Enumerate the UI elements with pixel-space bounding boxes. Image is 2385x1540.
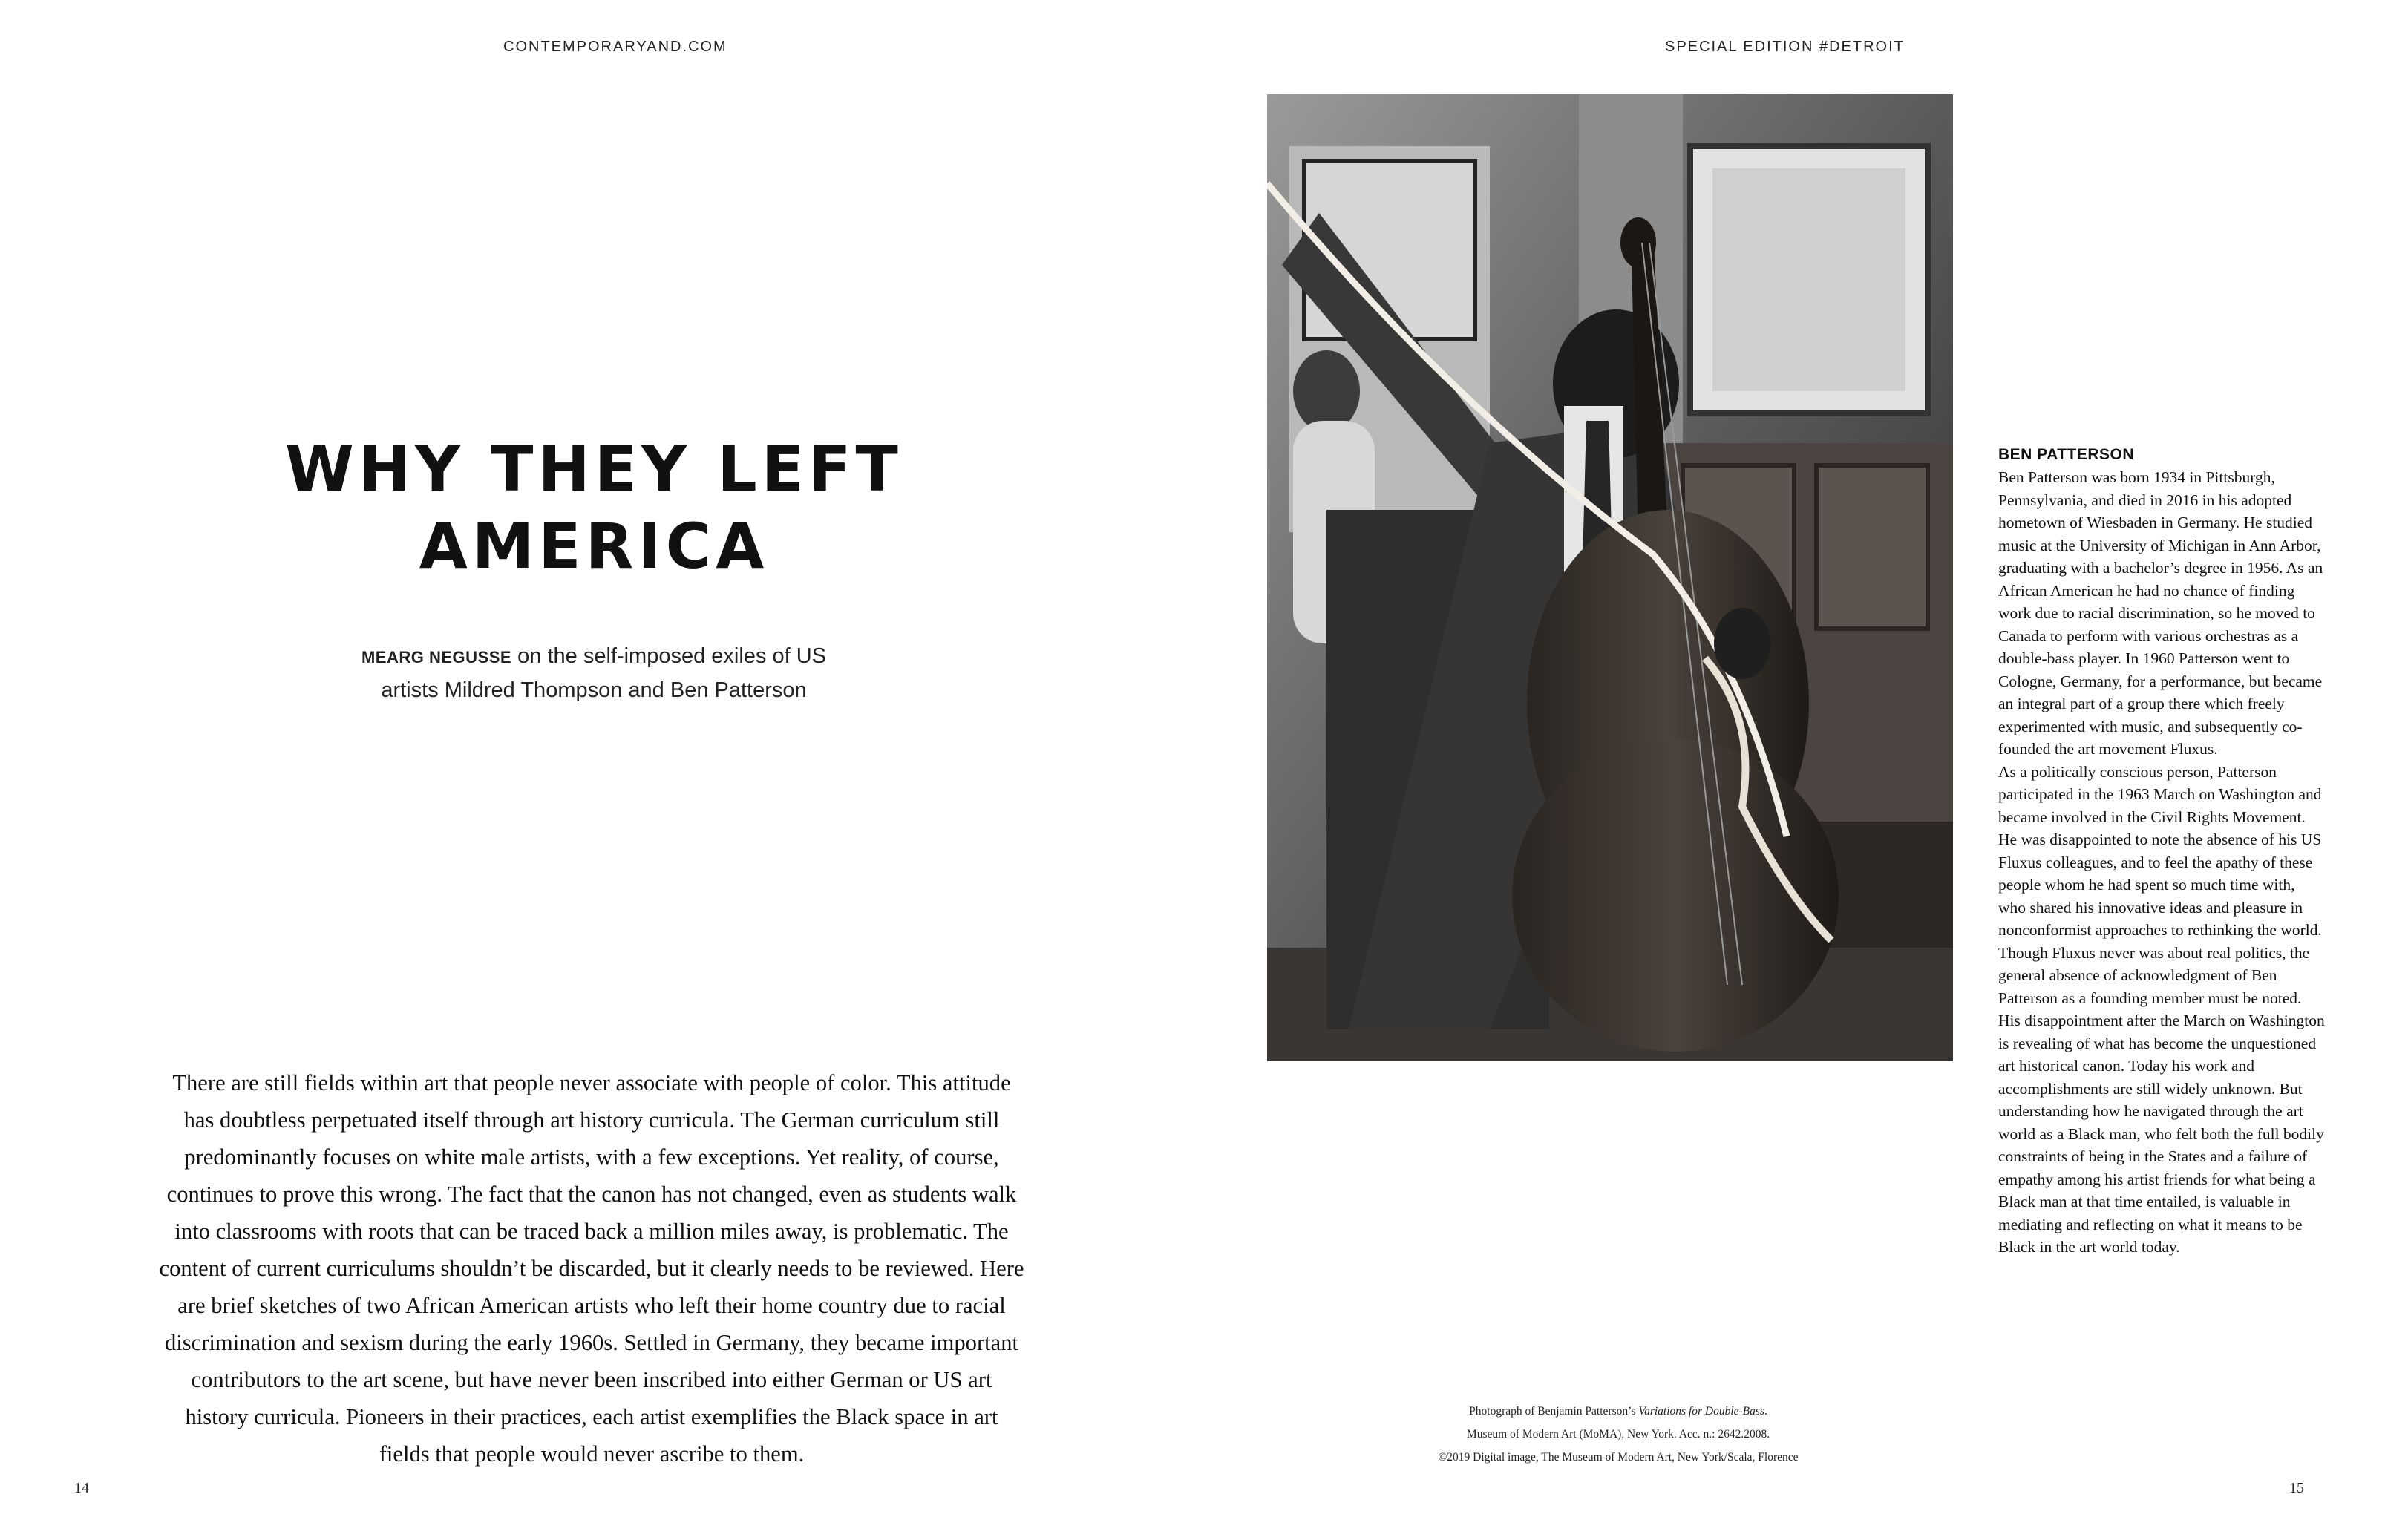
title-line-2: AMERICA [419,510,769,583]
caption-suffix: . [1764,1405,1767,1418]
caption-line-1 [1336,1400,1900,1423]
caption-line-2: Museum of Modern Art (MoMA), New York. Acc. n.: 2642.2008. [1466,1428,1770,1441]
author-byline: MEARG NEGUSSE [361,648,512,666]
photo-caption [1336,1400,1900,1469]
page-number-right: 15 [2289,1480,2304,1496]
page-number-left: 14 [74,1480,89,1496]
intro-paragraph: There are still fields within art that people never associate with people of color. This attitude has doubtless perpetuated itself through art history curricula. The German curriculum still predominantly focuses on white male artists, with a few exceptions. Yet reality, of course, continues to prove this wrong. The fact that the canon has not changed, even as students walk into classrooms with roots that can be traced back a million miles away, is problematic. The content of current curriculums shouldn’t be discarded, but it clearly needs to be reviewed. Here are brief sketches of two African American artists who left their home country due to racial discrimination and sexism during the early 1960s. Settled in Germany, they became important contributors to the art scene, but have never been inscribed into either German or US art history curricula. Pioneers in their practices, each artist exemplifies the Black space in art fields that people would never ascribe to them. [159,1070,1024,1467]
photograph-patterson-double-bass [1267,94,1953,1061]
sidebar-paragraph-1: Ben Patterson was born 1934 in Pittsburgh, Pennsylvania, and died in 2016 in his adopted hometown of Wiesbaden in Germany. He studied music at the University of Michigan in Ann Arbor, graduating with a bachelor’s degree in 1956. As an African American he had no chance of finding work due to racial discrimination, so he moved to Canada to perform with various orchestras as a double-bass player. In 1960 Patterson went to Cologne, Germany, for a performance, but became an integral part of a group there which freely experimented with music, and subsequently co-founded the art movement Fluxus. [1998,468,2323,758]
sidebar-paragraph-3: Though Fluxus never was about real politics, the general absence of acknowledgment of Ben Patterson as a founding member must be noted. His disappointment after the March on Washington is revealing of what has become the unquestioned art historical canon. Today his work and accomplishments are still widely unknown. But understanding how he navigated through the art world as a Black man, who felt both the full bodily constraints of being in the States and a failure of empathy among his artist friends for what being a Black man at that time entailed, is valuable in mediating and reflecting on what it means to be Black in the art world today. [1998,943,2325,1256]
sidebar-heading: BEN PATTERSON [1998,446,2135,463]
caption-prefix: Photograph of Benjamin Patterson’s [1469,1405,1639,1418]
artist-sidebar [1998,444,2325,1259]
standfirst [297,640,891,707]
running-header-right: SPECIAL EDITION #DETROIT [1665,39,1905,55]
sidebar-paragraph-2: As a politically conscious person, Patterson participated in the 1963 March on Washington and became involved in the Civil Rights Movement. He was disappointed to note the absence of his US Fluxus colleagues, and to feel the apathy of these people whom he had spent so much time with, who shared his innovative ideas and pleasure in nonconformist approaches to rethinking the world. [1998,762,2322,939]
caption-line-3: ©2019 Digital image, The Museum of Modern Art, New York/Scala, Florence [1438,1451,1799,1464]
running-header-left: CONTEMPORARYAND.COM [503,39,727,55]
caption-work-title: Variations for Double-Bass [1638,1405,1764,1418]
title-line-1: WHY THEY LEFT [285,433,903,505]
standfirst-line-1: on the self-imposed exiles of US [517,644,827,668]
standfirst-line-2: artists Mildred Thompson and Ben Patterson [381,678,807,702]
article-title [223,430,965,585]
